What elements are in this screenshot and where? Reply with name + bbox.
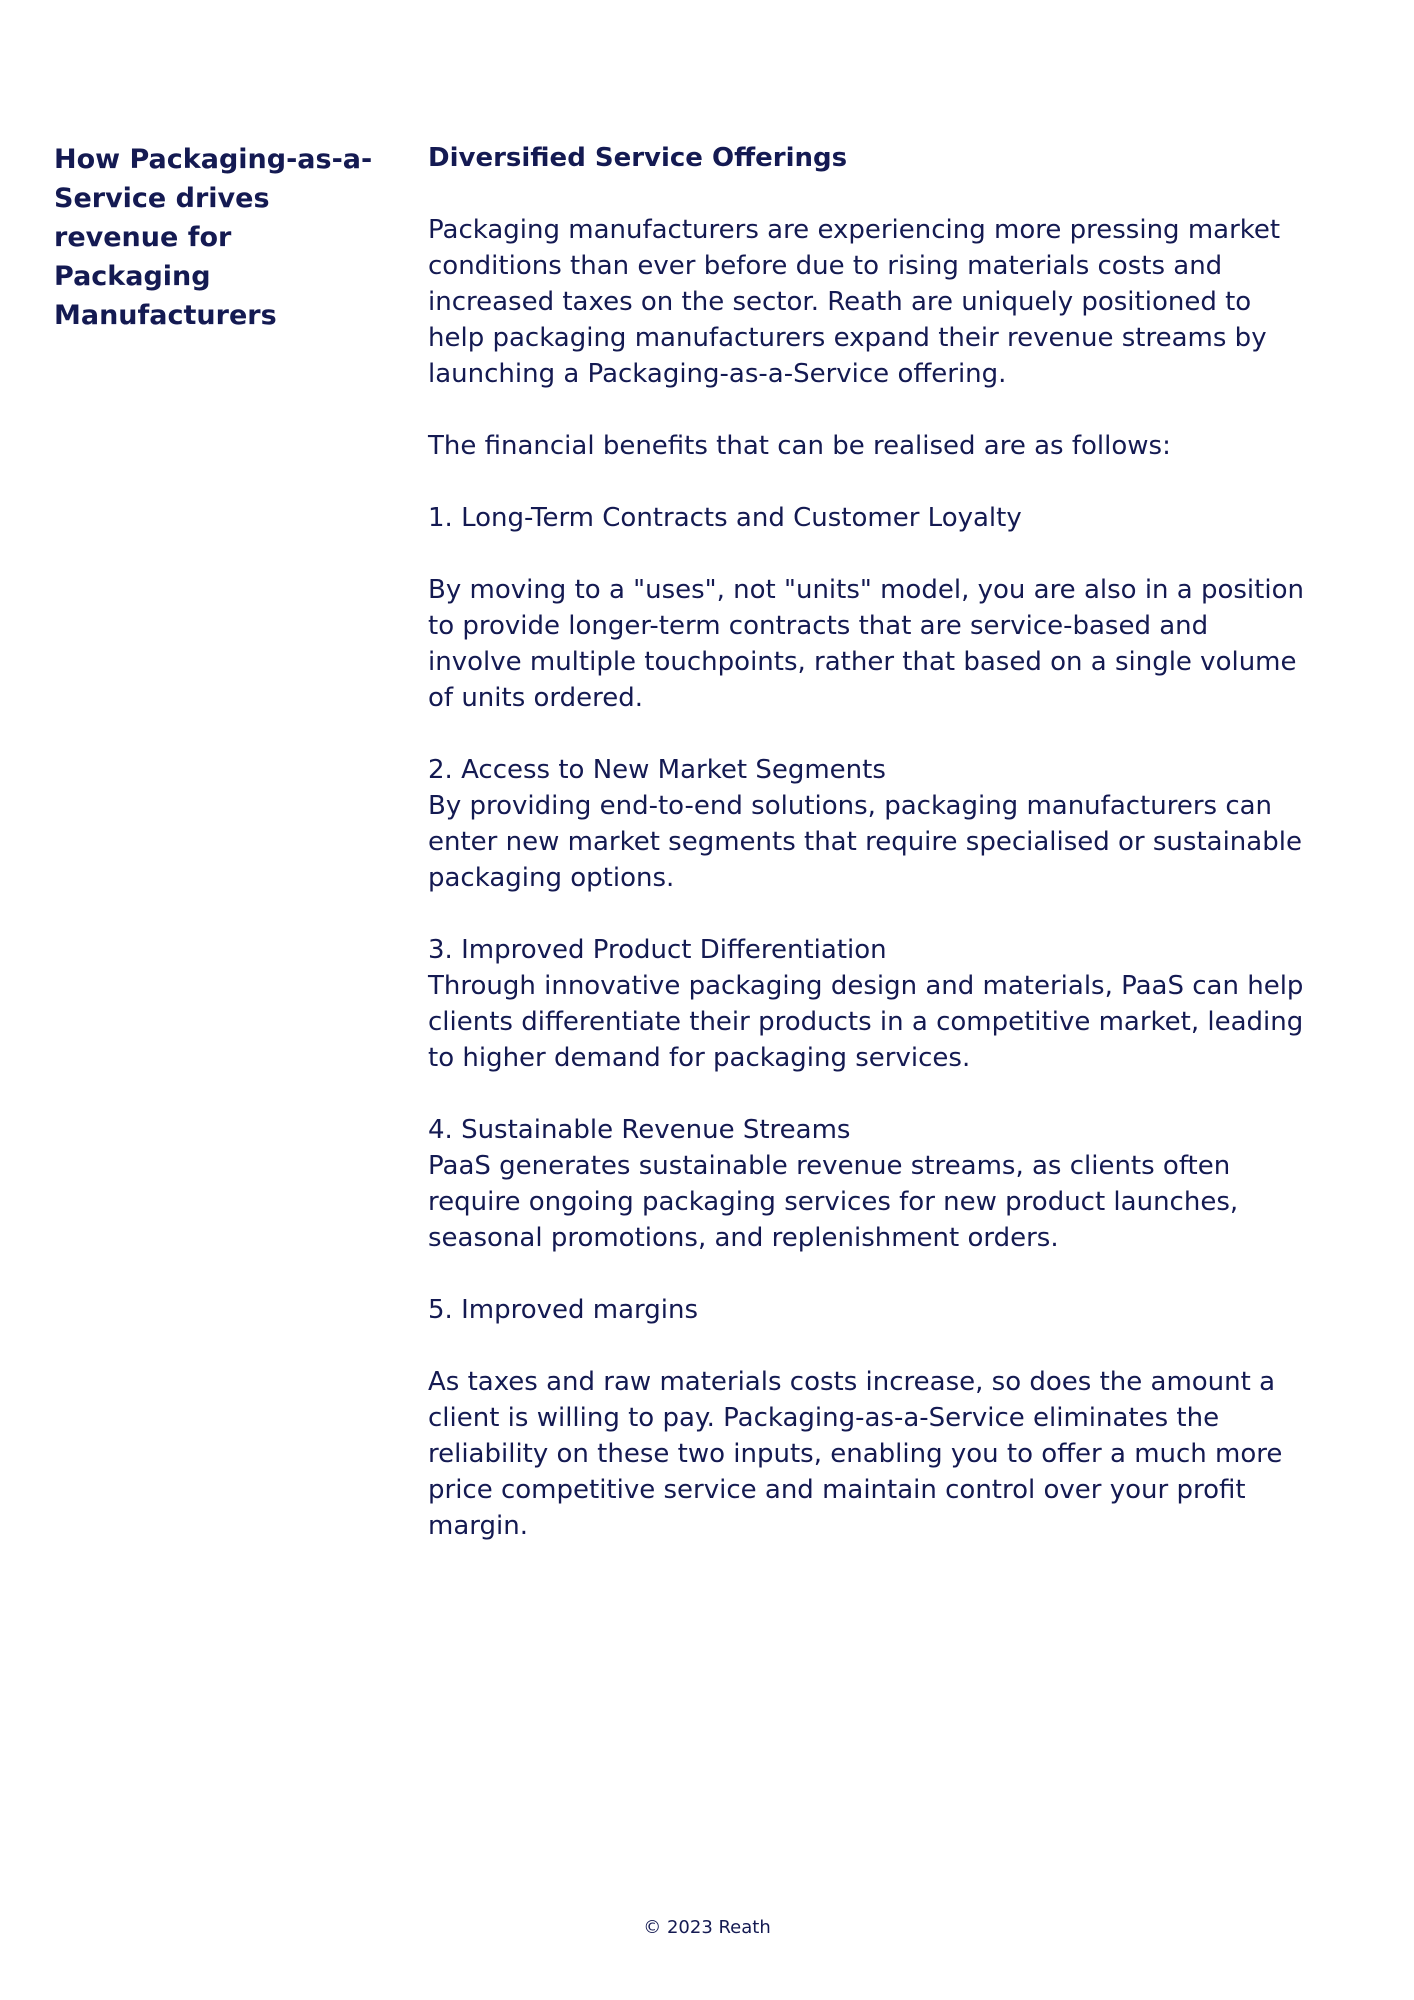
spacer bbox=[428, 176, 1308, 212]
footer-copyright: © 2023 Reath bbox=[643, 1917, 771, 1938]
benefit-body-1: By moving to a "uses", not "units" model, you are also in a position to provide longer-term contracts that are service-based and involve multiple touchpoints, rather that based on a single volume of units ordered. bbox=[428, 575, 1304, 713]
benefit-body-4: PaaS generates sustainable revenue streams, as clients often require ongoing packaging services for new product launches, seasonal promotions, and replenishment orders. bbox=[428, 1151, 1239, 1253]
main-content bbox=[428, 140, 1308, 1580]
benefit-body-3: Through innovative packaging design and materials, PaaS can help clients differentiate their products in a competitive market, leading to higher demand for packaging services. bbox=[428, 971, 1304, 1073]
section-heading: Diversified Service Offerings bbox=[428, 143, 848, 173]
benefit-body-5: As taxes and raw materials costs increase, so does the amount a client is willing to pay. Packaging-as-a-Service eliminates the reliability on these two inputs, enabling you to offer a much more price competitive service and maintain control over your profit margin. bbox=[428, 1367, 1283, 1541]
benefit-title-1: 1. Long-Term Contracts and Customer Loyalty bbox=[428, 503, 1022, 533]
intro-paragraph: Packaging manufacturers are experiencing more pressing market conditions than ever before due to rising materials costs and increased taxes on the sector. Reath are uniquely positioned to help packaging manufacturers expand their revenue streams by launching a Packaging-as-a-Service offering. bbox=[428, 215, 1281, 389]
page-title: How Packaging-as-a-Service drives revenue for Packaging Manufacturers bbox=[54, 144, 373, 331]
benefits-lead: The financial benefits that can be realised are as follows: bbox=[428, 431, 1171, 461]
benefit-title-3: 3. Improved Product Differentiation bbox=[428, 935, 887, 965]
benefit-title-2: 2. Access to New Market Segments bbox=[428, 755, 886, 785]
benefit-title-5: 5. Improved margins bbox=[428, 1295, 698, 1325]
benefit-body-2: By providing end-to-end solutions, packaging manufacturers can enter new market segments that require specialised or sustainable packaging options. bbox=[428, 791, 1302, 893]
benefit-title-4: 4. Sustainable Revenue Streams bbox=[428, 1115, 851, 1145]
